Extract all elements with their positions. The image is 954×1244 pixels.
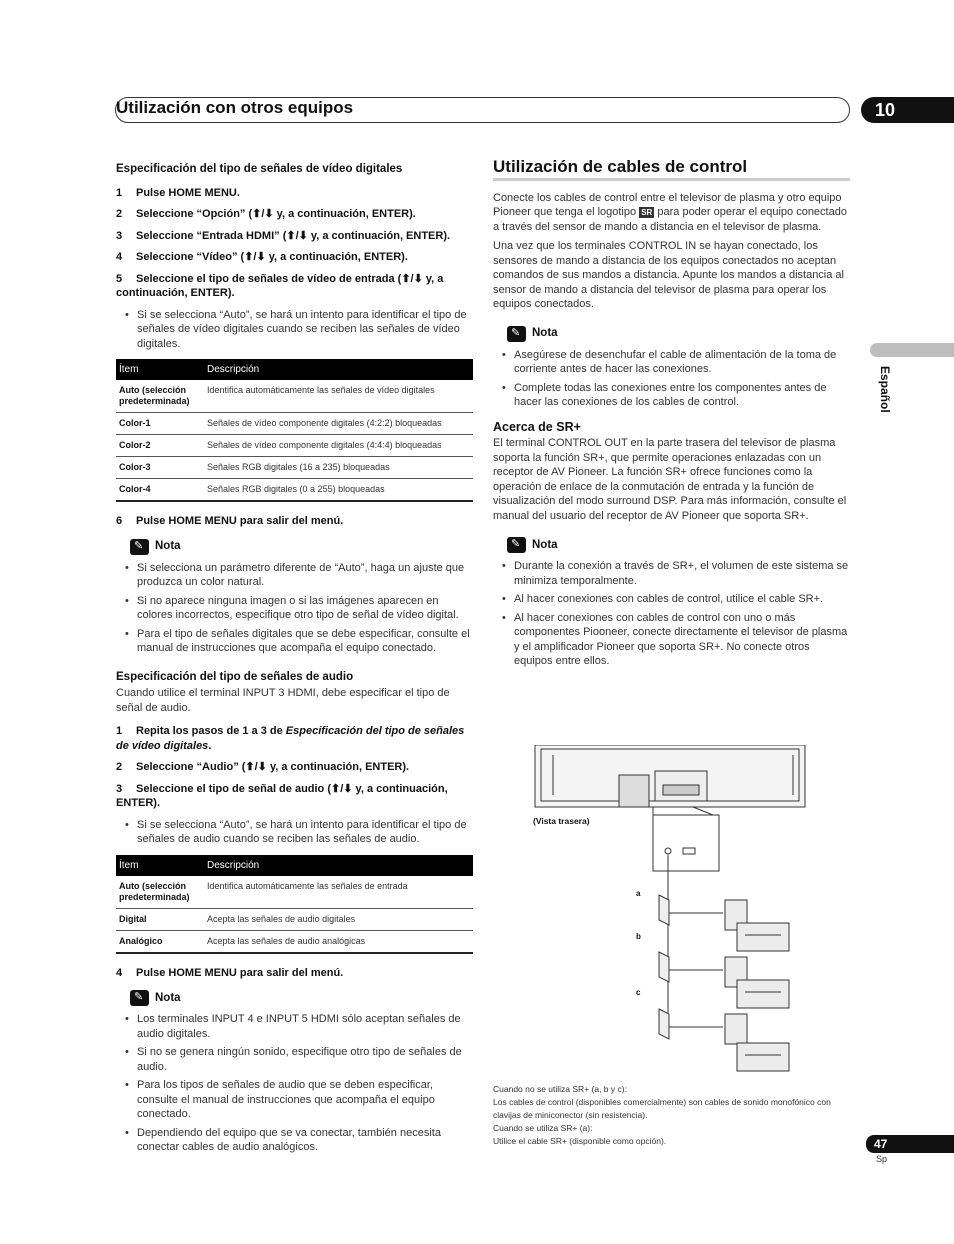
list-item: • Si no aparece ninguna imagen o si las imágenes aparecen en colores incorrectos, especifique otro tipo de señal de vídeo digital. [116, 594, 474, 623]
table-cell-item: Color-1 [116, 413, 204, 435]
audio-steps [116, 760, 474, 811]
video-step-5: 5 Seleccione el tipo de señales de vídeo de entrada (⬆/⬇ y, a continuación, ENTER). [116, 272, 444, 299]
audio-table [116, 855, 473, 954]
video-table [116, 359, 473, 502]
table-header-desc: Descripción [204, 855, 473, 876]
nota-heading: ✎ Nota [507, 537, 850, 553]
audio-step-2: 2 Seleccione “Audio” (⬆/⬇ y, a continuación, ENTER). [116, 761, 410, 773]
table-cell-item: Digital [116, 908, 204, 930]
list-item: • Asegúrese de desenchufar el cable de alimentación de la toma de corriente antes de hacer las conexiones. [493, 348, 850, 377]
audio-step-3: 3 Seleccione el tipo de señal de audio (⬆/⬇ y, a continuación, ENTER). [116, 782, 448, 809]
caption-line: Utilice el cable SR+ (disponible como opción). [493, 1136, 667, 1146]
list-item: • Complete todas las conexiones entre los componentes antes de hacer las conexiones de los cables de control. [493, 381, 850, 410]
audio-step3-bullets [116, 818, 474, 847]
list-item: • Para los tipos de señales de audio que se deben especificar, consulte el manual de instrucciones que acompaña el equipo conectado. [116, 1078, 474, 1122]
note-pencil-icon [507, 326, 526, 342]
table-cell-item: Color-2 [116, 435, 204, 457]
list-item: • Al hacer conexiones con cables de control con uno o más componentes Piooneer, conecte directamente el televisor de plasma y el amplificador Pioneer que soporta SR+. No conecte otros equipos entre ellos. [493, 611, 850, 669]
control-cables [659, 855, 723, 1039]
sr-logo-icon: SR [641, 208, 653, 217]
caption-line: Los cables de control (disponibles comercialmente) son cables de sonido monofónico con clavijas de miniconector (sin resistencia). [493, 1097, 831, 1120]
page-lang-code: Sp [876, 1154, 888, 1164]
nota-heading: ✎ Nota [507, 326, 850, 342]
video-step-1: 1 Pulse HOME MENU. [116, 186, 240, 199]
table-row [116, 908, 473, 930]
table-cell-desc: Señales de vídeo componente digitales (4:2:2) bloqueadas [204, 413, 473, 435]
chapter-number: 10 [861, 97, 954, 123]
list-item: • Para el tipo de señales digitales que se debe especificar, consulte el manual de instrucciones que acompaña el equipo conectado. [116, 627, 474, 656]
video-steps [116, 186, 474, 301]
video-step-2: 2 Seleccione “Opción” (⬆/⬇ y, a continuación, ENTER). [116, 208, 416, 220]
av-equipment [725, 900, 789, 1071]
rear-view-label: (Vista trasera) [533, 816, 590, 826]
right-column [493, 157, 850, 677]
table-cell-item: Color-3 [116, 457, 204, 479]
page-header-title: Utilización con otros equipos [116, 98, 354, 117]
table-cell-desc: Identifica automáticamente las señales de entrada [204, 876, 473, 909]
video-step-3: 3 Seleccione “Entrada HDMI” (⬆/⬇ y, a continuación, ENTER). [116, 229, 451, 242]
table-cell-item: Auto (selección predeterminada) [116, 876, 204, 909]
table-row [116, 435, 473, 457]
nota-heading: ✎ Nota [130, 990, 474, 1006]
table-cell-desc: Señales de vídeo componente digitales (4:4:4) bloqueadas [204, 435, 473, 457]
table-header-item: Ítem [116, 359, 204, 380]
nota-list-video [116, 561, 474, 656]
note-pencil-icon [507, 537, 526, 553]
cable-label-b: b [636, 932, 641, 941]
caption-line: Cuando se utiliza SR+ (a): [493, 1123, 593, 1133]
table-header-item: Ítem [116, 855, 204, 876]
video-step-4: 4 Seleccione “Vídeo” (⬆/⬇ y, a continuación, ENTER). [116, 251, 408, 263]
video-step5-bullets [116, 308, 474, 352]
list-item: • Dependiendo del equipo que se va conectar, también necesita conectar cables de audio analógicos. [116, 1126, 474, 1155]
page-number: 47 [866, 1135, 954, 1153]
table-row [116, 876, 473, 909]
note-pencil-icon [130, 990, 149, 1006]
side-language-tab [870, 343, 954, 357]
table-cell-item: Analógico [116, 930, 204, 953]
intro-paragraph-2: Una vez que los terminales CONTROL IN se hayan conectado, los sensores de mando a distancia de los equipos conectados no aceptan comandos de sus mandos a distancia. Apunte los mandos a distancia al sensor de mando a distancia del televisor de plasma para operar los equipos conectados. [493, 240, 844, 310]
side-language-label: Español [878, 366, 892, 413]
note-pencil-icon [130, 539, 149, 555]
table-cell-desc: Identifica automáticamente las señales de vídeo digitales [204, 380, 473, 413]
list-item: • Si no se genera ningún sonido, especifique otro tipo de señales de audio. [116, 1045, 474, 1074]
audio-step-1: 1 Repita los pasos de 1 a 3 de Especificación del tipo de señales de vídeo digitales. [116, 725, 465, 752]
table-cell-item: Auto (selección predeterminada) [116, 380, 204, 413]
table-row [116, 457, 473, 479]
nota-heading: ✎ Nota [130, 539, 474, 555]
list-item: • Si se selecciona “Auto”, se hará un intento para identificar el tipo de señales de audio cuando se reciben las señales de audio. [116, 818, 474, 847]
connection-diagram [493, 745, 850, 1080]
section-title: Utilización de cables de control [493, 160, 850, 181]
list-item: • Los terminales INPUT 4 e INPUT 5 HDMI sólo aceptan señales de audio digitales. [116, 1012, 474, 1041]
table-row [116, 930, 473, 953]
table-cell-desc: Señales RGB digitales (16 a 235) bloqueadas [204, 457, 473, 479]
terminal-detail [653, 807, 719, 871]
table-cell-desc: Señales RGB digitales (0 a 255) bloqueadas [204, 479, 473, 502]
table-cell-desc: Acepta las señales de audio analógicas [204, 930, 473, 953]
table-cell-desc: Acepta las señales de audio digitales [204, 908, 473, 930]
diagram-captions [493, 1083, 850, 1148]
list-item: • Si se selecciona “Auto”, se hará un intento para identificar el tipo de señales de vídeo digitales cuando se reciben las señales de vídeo digitales. [116, 308, 474, 352]
nota-list-sr [493, 559, 850, 669]
sr-heading: Acerca de SR+ [493, 419, 581, 434]
intro-paragraph: Conecte los cables de control entre el televisor de plasma y otro equipo Pioneer que tenga el logotipo SR para poder operar el equipo conectado a través del sensor de mando a distancia en el televisor de plasma. [493, 191, 847, 233]
nota-list-control [493, 348, 850, 410]
list-item: • Si selecciona un parámetro diferente de “Auto”, haga un ajuste que produzca un color natural. [116, 561, 474, 590]
cable-label-a: a [636, 889, 641, 898]
video-heading: Especificación del tipo de señales de vídeo digitales [116, 163, 403, 175]
nota-list-audio [116, 1012, 474, 1155]
left-column [116, 162, 474, 1163]
sr-paragraph: El terminal CONTROL OUT en la parte trasera del televisor de plasma soporta la función SR+, que permite operaciones enlazadas con un receptor de AV Pioneer. La función SR+ ofrece funciones como la operación de enlace de la conmutación de entrada y la función de visualización del modo surround DSP. Para más información, consulte el manual del usuario del receptor de AV Pioneer que soporta SR+. [493, 437, 847, 522]
cable-label-c: c [636, 988, 641, 997]
video-step-6: 6 Pulse HOME MENU para salir del menú. [116, 515, 344, 527]
list-item: • Al hacer conexiones con cables de control, utilice el cable SR+. [493, 592, 850, 607]
audio-heading: Especificación del tipo de señales de audio [116, 670, 354, 683]
tv-rear-panel [535, 745, 805, 807]
table-row [116, 413, 473, 435]
caption-line: Cuando no se utiliza SR+ (a, b y c): [493, 1084, 627, 1094]
table-cell-item: Color-4 [116, 479, 204, 502]
table-row [116, 380, 473, 413]
table-row [116, 479, 473, 502]
audio-step-4: 4 Pulse HOME MENU para salir del menú. [116, 966, 344, 979]
list-item: • Durante la conexión a través de SR+, el volumen de este sistema se minimiza temporalmente. [493, 559, 850, 588]
audio-intro: Cuando utilice el terminal INPUT 3 HDMI, debe especificar el tipo de señal de audio. [116, 687, 450, 714]
table-header-desc: Descripción [204, 359, 473, 380]
